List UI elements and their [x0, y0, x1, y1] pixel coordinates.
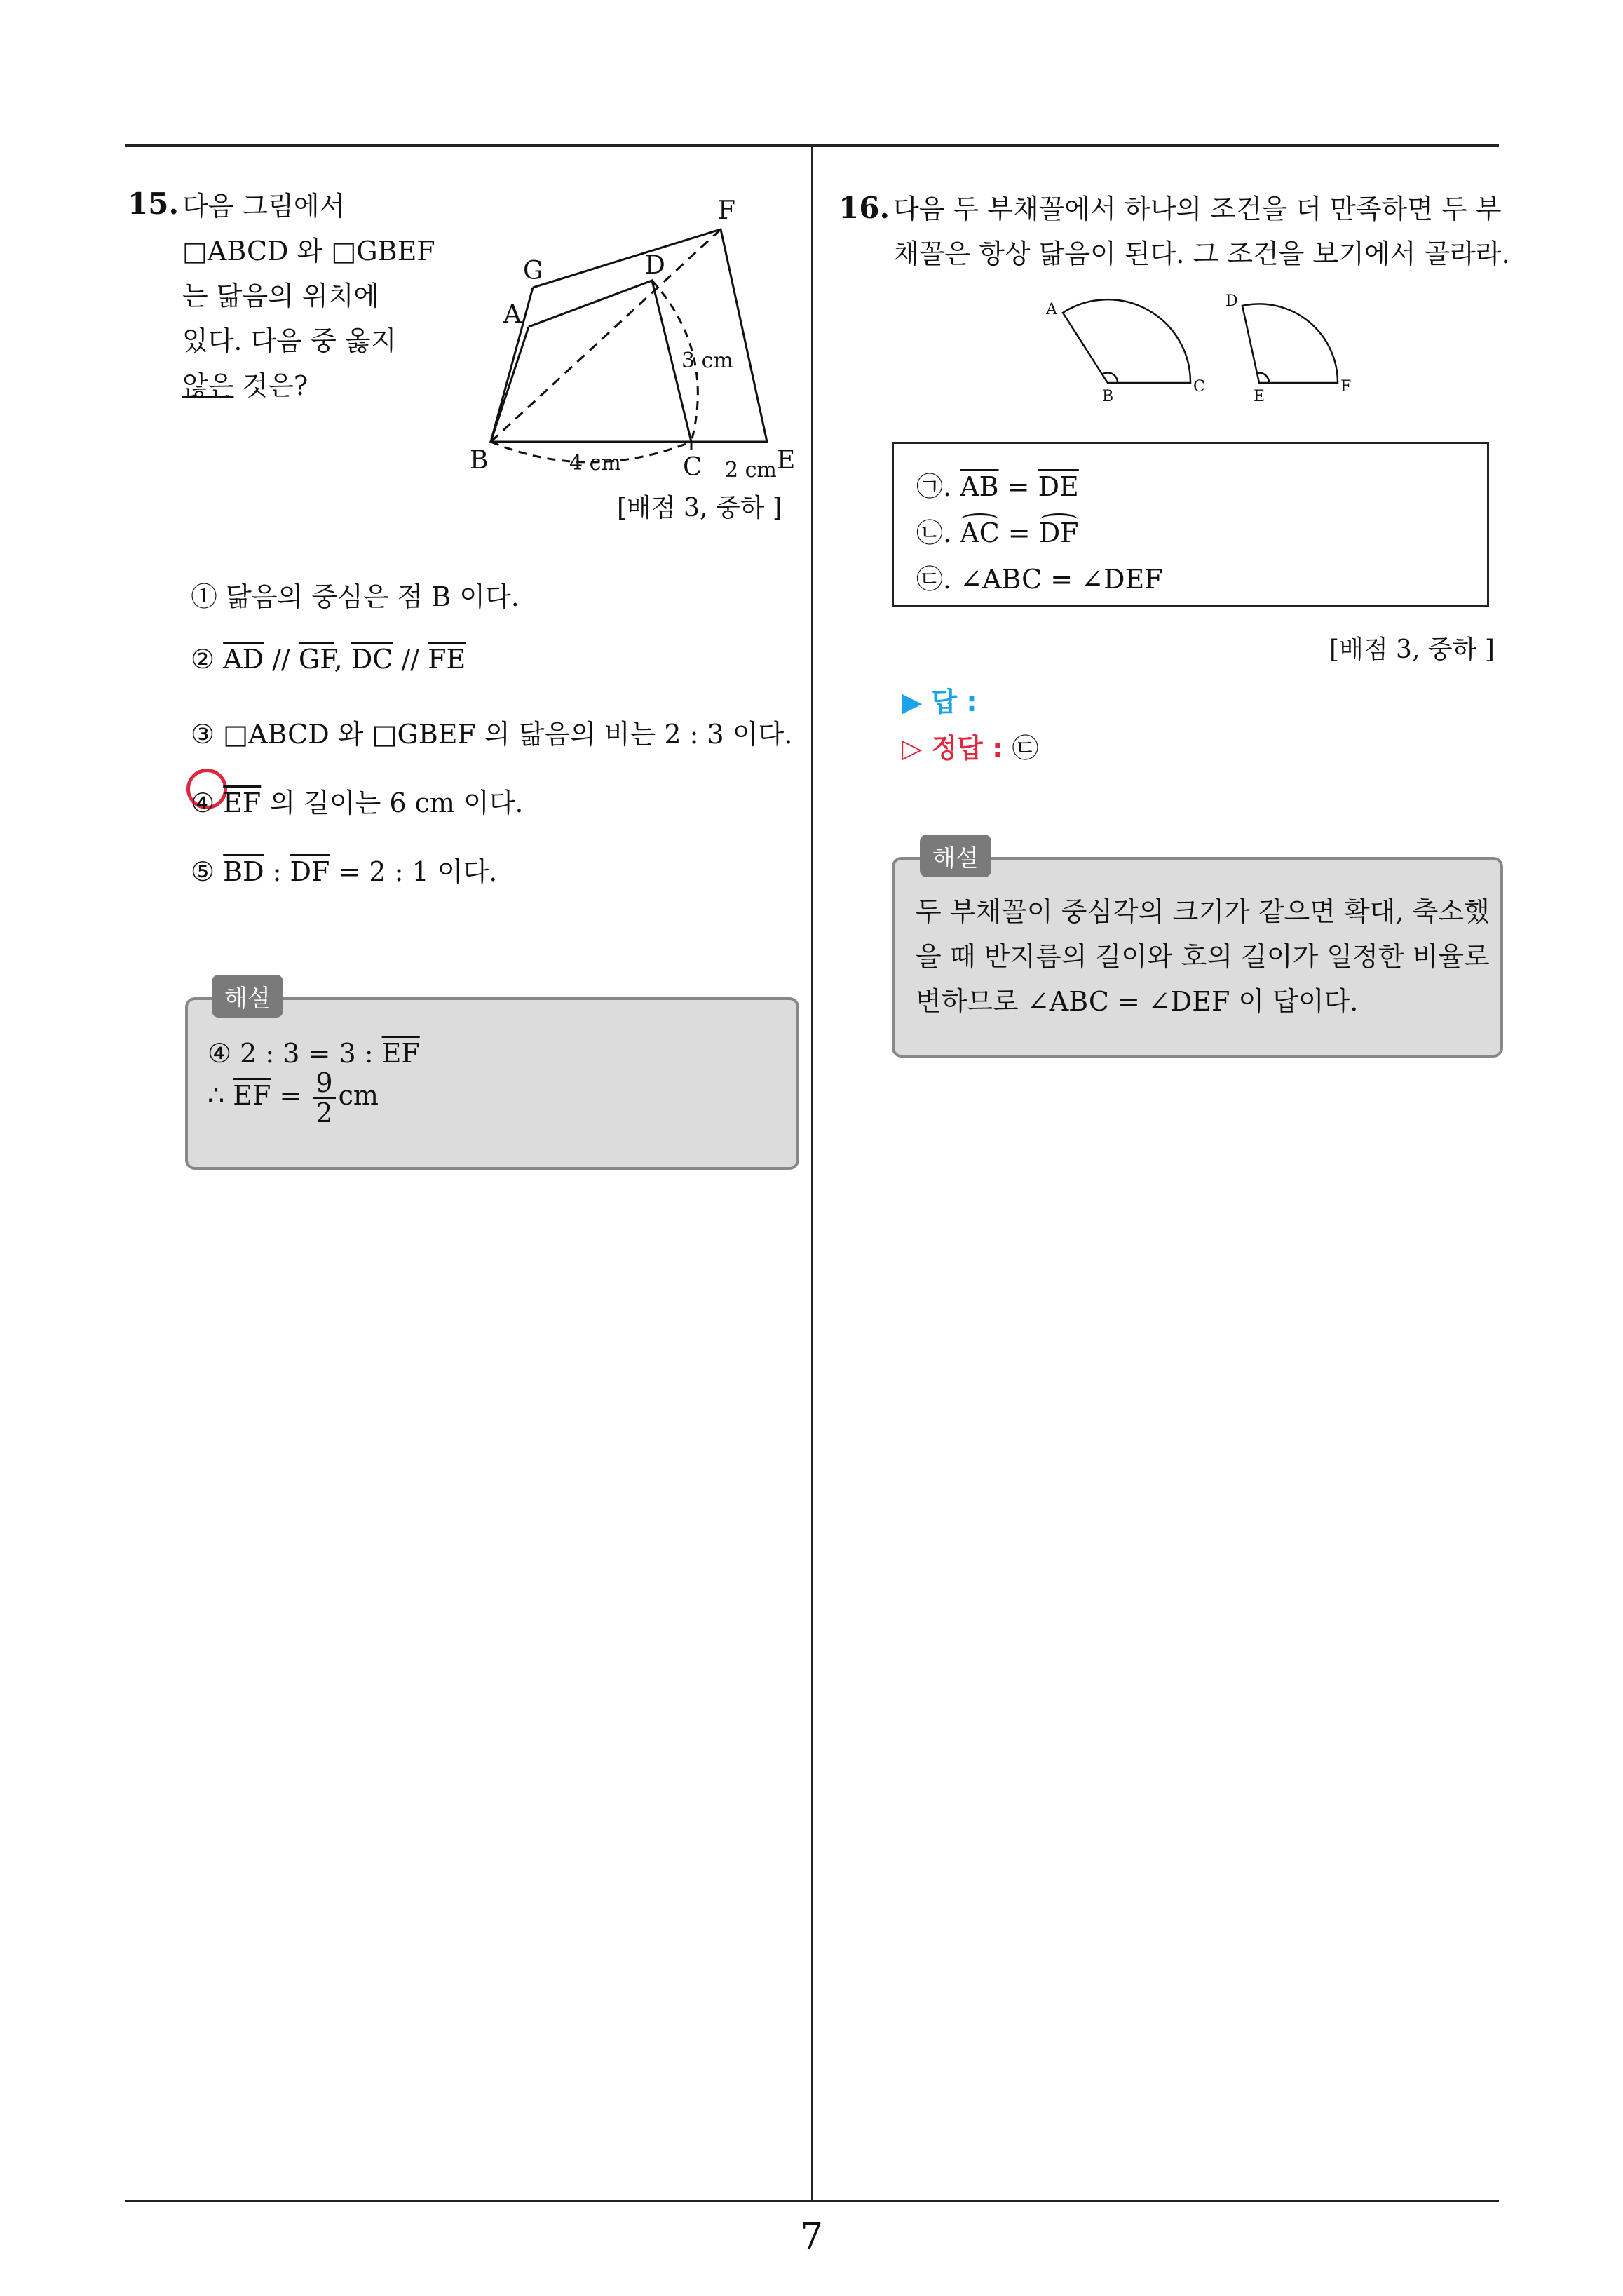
q15-option-2-seg-fe: $\overline{FE}$	[428, 644, 466, 675]
q15-option-4-seg-ef: $\overline{EF}$	[223, 788, 262, 818]
q15-expl-line1-prefix: ④ 2 : 3 = 3 :	[208, 1038, 382, 1069]
q15-option-4-text: 의 길이는 6 cm 이다.	[261, 788, 524, 818]
q15-label-d: D	[645, 251, 665, 280]
q15-expl-line1-seg: $\overline{EF}$	[381, 1038, 420, 1069]
q15-option-5-colon: :	[264, 856, 290, 887]
q15-option-2-seg-dc: $\overline{DC}$	[351, 644, 393, 675]
q15-expl-unit: cm	[338, 1080, 379, 1111]
q15-expl-frac-den: 2	[315, 1098, 333, 1128]
q16-choice-1-mark: ㉠.	[916, 471, 952, 502]
q16-choice-1-seg-de: $\overline{DE}$	[1038, 471, 1079, 502]
q16-sector-abc	[1063, 299, 1190, 383]
q15-explanation-line2	[208, 1069, 379, 1127]
q15-option-1[interactable]	[191, 575, 520, 614]
q16-label-c: C	[1193, 378, 1205, 396]
q15-option-5-seg-bd: $\overline{BD}$	[223, 856, 264, 887]
q15-option-2-comma: ,	[334, 644, 351, 675]
q15-option-4[interactable]	[191, 781, 524, 820]
q16-choice-2-arc-ac: AC	[960, 518, 1000, 548]
q15-len-2cm: 2 cm	[725, 458, 777, 482]
q15-figure	[456, 189, 820, 484]
q16-explanation-line1: 두 부채꼴이 중심각의 크기가 같으면 확대, 축소했	[916, 896, 1490, 927]
q15-expl-line2-seg: $\overline{EF}$	[233, 1080, 271, 1111]
q16-sector-def	[1242, 304, 1338, 383]
q16-stem	[893, 187, 1524, 276]
q15-option-1-num: ①	[191, 581, 218, 612]
q16-choice-3-mark: ㉢.	[916, 564, 952, 595]
q16-choice-1-eq: =	[998, 471, 1038, 502]
q15-stem-line3: 는 닮음의 위치에	[182, 281, 380, 311]
q15-stem-underlined: 않은	[182, 370, 234, 401]
page-number: 7	[799, 2216, 824, 2258]
q16-choice-2-arc-df: DF	[1038, 518, 1079, 548]
q15-option-2-seg-ad: $\overline{AD}$	[223, 644, 264, 675]
q15-label-b: B	[470, 446, 489, 475]
q15-score: [배점 3, 중하 ]	[617, 494, 782, 522]
q15-stem-line2: □ABCD 와 □GBEF	[182, 236, 435, 266]
q16-explanation-line2: 을 때 반지름의 길이와 호의 길이가 일정한 비율로	[916, 941, 1490, 972]
q15-option-2-parallel-1: //	[264, 644, 299, 675]
q16-number: 16.	[838, 191, 890, 225]
q15-stem-tail: 것은?	[233, 370, 308, 401]
q16-label-e: E	[1254, 388, 1265, 405]
q16-label-b: B	[1102, 388, 1114, 405]
q15-explanation-tab: 해설	[212, 975, 283, 1018]
q15-option-2-parallel-2: //	[393, 644, 428, 675]
q15-expl-frac-num: 9	[313, 1069, 335, 1099]
q16-score: [배점 3, 중하 ]	[1329, 635, 1495, 664]
q15-option-5-tail: = 2 : 1 이다.	[330, 856, 498, 887]
q16-stem-line1: 다음 두 부채꼴에서 하나의 조건을 더 만족하면 두 부	[893, 194, 1502, 224]
q15-label-e: E	[777, 446, 796, 475]
q15-label-f: F	[718, 196, 735, 225]
q15-len-3cm: 3 cm	[681, 349, 733, 373]
q15-label-g: G	[523, 257, 543, 285]
q15-option-2[interactable]	[191, 644, 466, 675]
q16-label-f: F	[1340, 378, 1352, 396]
q15-number: 15.	[128, 187, 179, 221]
q16-correct-label: ▷ 정답 :	[902, 733, 1003, 764]
q15-option-5-num: ⑤	[191, 856, 215, 887]
q15-option-1-text: 닮음의 중심은 점 B 이다.	[226, 581, 520, 612]
q15-expl-fraction	[313, 1069, 335, 1127]
q16-choice-3[interactable]	[916, 558, 1163, 596]
q16-explanation-text	[916, 889, 1490, 1024]
q16-correct-answer	[902, 727, 1039, 765]
q15-stem	[182, 184, 484, 408]
q16-figure	[1038, 288, 1374, 407]
q16-correct-value: ㉢	[1012, 733, 1039, 764]
bottom-rule	[125, 2200, 1499, 2202]
q15-option-5[interactable]	[191, 850, 497, 889]
q15-len-4cm: 4 cm	[569, 451, 621, 475]
q16-label-d: D	[1225, 292, 1238, 310]
q16-choice-1[interactable]	[916, 465, 1079, 504]
q15-option-3[interactable]	[191, 713, 792, 751]
q15-expl-line2-eq: =	[271, 1080, 311, 1111]
q15-stem-line4: 있다. 다음 중 옳지	[182, 325, 397, 356]
q15-label-c: C	[683, 453, 702, 482]
q16-explanation-line3: 변하므로 ∠ABC = ∠DEF 이 답이다.	[916, 986, 1359, 1017]
q15-option-2-num: ②	[191, 644, 215, 675]
q15-stem-line5	[182, 363, 484, 408]
q15-option-4-num: ④	[191, 788, 215, 818]
q16-explanation-tab: 해설	[920, 835, 991, 877]
q15-option-3-text: □ABCD 와 □GBEF 의 닮음의 비는 2 : 3 이다.	[223, 719, 793, 750]
q16-choice-3-text: ∠ABC = ∠DEF	[960, 564, 1163, 595]
q15-stem-line1: 다음 그림에서	[182, 191, 346, 222]
q16-choice-2-mark: ㉡.	[916, 518, 952, 548]
q15-option-3-num: ③	[191, 719, 215, 750]
q15-label-a: A	[503, 300, 522, 329]
q16-choice-2[interactable]	[916, 511, 1079, 550]
q16-answer-label[interactable]: ▶ 답 :	[902, 687, 977, 717]
q15-expl-line2-prefix: ∴	[208, 1080, 233, 1111]
q16-choice-1-seg-ab: $\overline{AB}$	[960, 471, 999, 502]
q15-option-5-seg-df: $\overline{DF}$	[290, 856, 330, 887]
q16-label-a: A	[1046, 301, 1057, 318]
q16-choice-2-eq: =	[999, 518, 1039, 548]
q16-choice-box	[892, 442, 1489, 607]
q15-option-2-seg-gf: $\overline{GF}$	[298, 644, 334, 675]
q16-stem-line2: 채꼴은 항상 닮음이 된다. 그 조건을 보기에서 골라라.	[893, 238, 1510, 269]
